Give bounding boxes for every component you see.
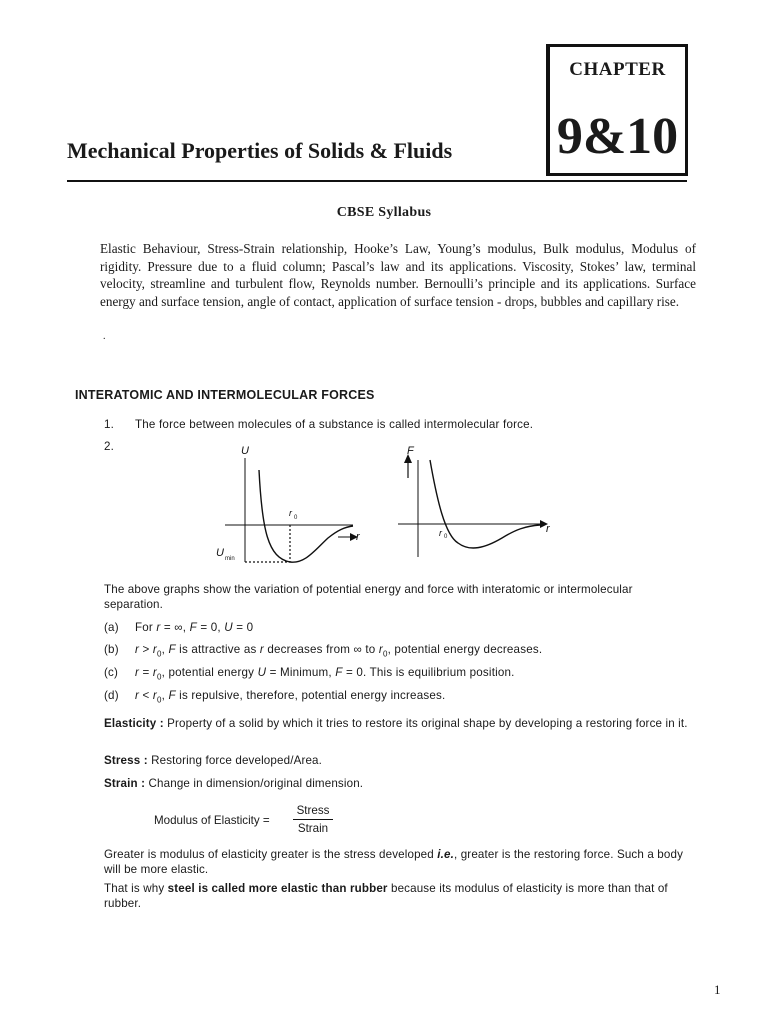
item-1-text: The force between molecules of a substance is called intermolecular force. (135, 418, 534, 431)
case-a-label: (a) (104, 621, 119, 634)
r0-subscript: 0 (444, 534, 448, 540)
r0-label: r (439, 528, 442, 538)
r-axis-label: r (546, 523, 550, 535)
r0-subscript: 0 (294, 515, 298, 521)
umin-label: U (216, 547, 224, 559)
page-number: 1 (714, 982, 721, 997)
umin-subscript: min (225, 556, 235, 562)
item-1-number: 1. (104, 418, 115, 431)
modulus-numerator: Stress (296, 804, 330, 817)
case-c-text: $r = r_0$, potential energy U = Minimum, F = 0. This is equilibrium position. (135, 666, 515, 682)
paragraph-steel-rubber: That is why steel is called more elastic than rubber because its modulus of elasticity is more than that of rubber. (104, 882, 668, 910)
r-axis-label: r (356, 531, 360, 543)
syllabus-trailing-dot: . (103, 331, 106, 342)
potential-curve (259, 470, 353, 562)
fraction-bar (293, 819, 333, 820)
graph-caption: The above graphs show the variation of potential energy and force with interatomic or intermolecular separation. (104, 583, 633, 611)
case-c-label: (c) (104, 666, 119, 679)
page-title: Mechanical Properties of Solids & Fluids (67, 138, 453, 163)
strain-definition: Strain : Change in dimension/original dimension. (104, 777, 364, 790)
elasticity-definition: Elasticity : Property of a solid by which it tries to restore its original shape by developing a restoring force in it. (104, 717, 688, 730)
modulus-label: Modulus of Elasticity = (154, 814, 270, 827)
chapter-number: 9&10 (556, 108, 679, 165)
case-b-label: (b) (104, 643, 119, 656)
case-d-text: $r < r_0$, F is repulsive, therefore, potential energy increases. (135, 689, 446, 705)
chapter-label: CHAPTER (569, 59, 666, 80)
title-rule (67, 180, 687, 182)
case-b-text: $r > r_0$, F is attractive as r decreases from ∞ to $r_0$, potential energy decreases. (135, 643, 543, 659)
force-graph (390, 440, 560, 570)
syllabus-heading: CBSE Syllabus (336, 205, 432, 220)
r0-label: r (289, 508, 292, 518)
case-a-text: For r = ∞, F = 0, U = 0 (135, 621, 254, 634)
item-2-number: 2. (104, 440, 115, 453)
syllabus-body: Elastic Behaviour, Stress-Strain relationship, Hooke’s Law, Young’s modulus, Bulk modulus, Modulus of rigidity. Pressure due to a fluid column; Pascal’s law and its applications. Viscosity, Stokes’ law, terminal velocity, streamline and turbulent flow, Reynolds number. Bernoulli’s principle and its applications. Surface energy and surface tension, angle of contact, application of surface tension - drops, bubbles and capillary rise. (100, 241, 696, 309)
stress-definition: Stress : Restoring force developed/Area. (104, 754, 323, 767)
f-axis-label: F (407, 445, 414, 457)
u-axis-label: U (241, 445, 249, 457)
paragraph-greater-modulus: Greater is modulus of elasticity greater is the stress developed i.e., greater is the restoring force. Such a body will be more elastic. (104, 848, 684, 876)
chapter-badge (546, 44, 688, 176)
case-d-label: (d) (104, 689, 119, 702)
potential-energy-graph (210, 440, 380, 570)
section-heading: INTERATOMIC AND INTERMOLECULAR FORCES (75, 388, 375, 402)
modulus-denominator: Strain (297, 822, 329, 835)
